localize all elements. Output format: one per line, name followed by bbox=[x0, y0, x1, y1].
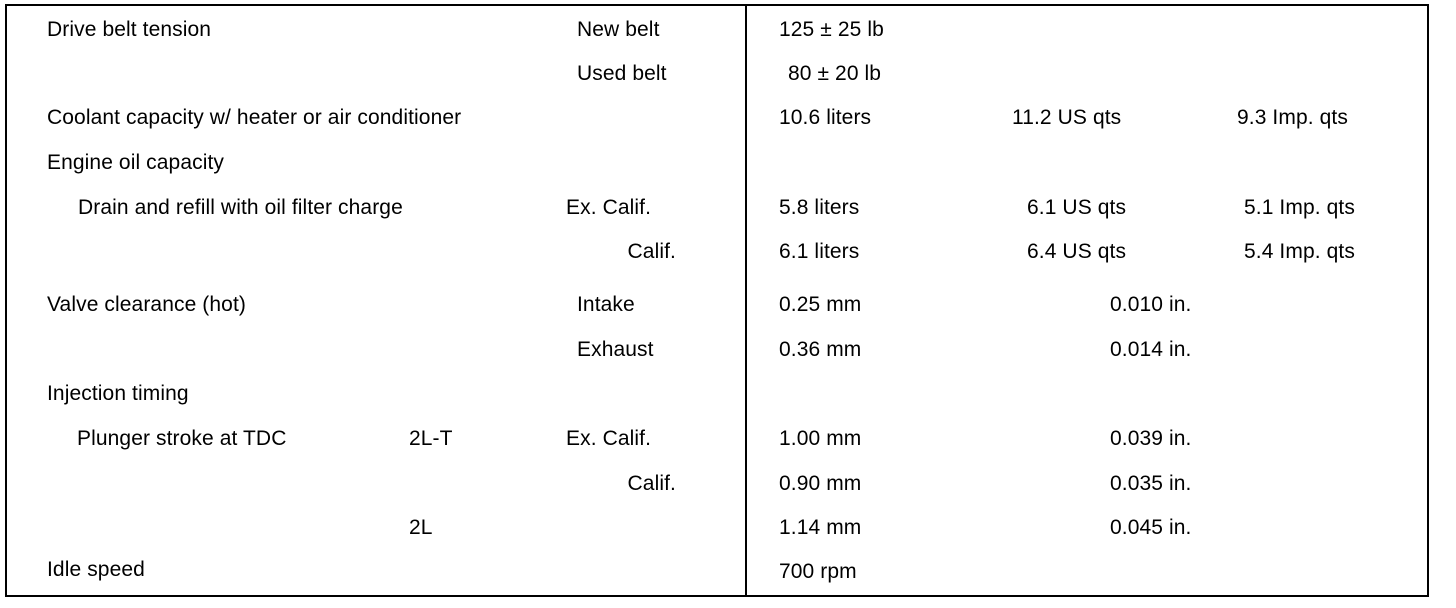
row-metric-value: 125 ± 25 lb bbox=[779, 18, 884, 41]
row-us-value: 0.010 in. bbox=[1110, 293, 1192, 316]
row-label: Plunger stroke at TDC bbox=[77, 427, 287, 450]
row-metric-value: 700 rpm bbox=[779, 560, 857, 583]
row-label: Valve clearance (hot) bbox=[47, 293, 246, 316]
row-label: Injection timing bbox=[47, 382, 189, 405]
row-condition: New belt bbox=[577, 18, 660, 41]
row-us-value: 6.4 US qts bbox=[1027, 240, 1127, 263]
row-metric-value: 0.36 mm bbox=[779, 338, 862, 361]
row-metric-value: 6.1 liters bbox=[779, 240, 860, 263]
row-metric-value: 0.25 mm bbox=[779, 293, 862, 316]
row-imp-value: 5.1 Imp. qts bbox=[1244, 196, 1355, 219]
row-label: Coolant capacity w/ heater or air conditioner bbox=[47, 106, 462, 129]
row-condition: Calif. bbox=[627, 240, 676, 263]
row-condition: Calif. bbox=[627, 472, 676, 495]
row-us-value: 0.014 in. bbox=[1110, 338, 1192, 361]
row-metric-value: 5.8 liters bbox=[779, 196, 860, 219]
row-metric-value: 10.6 liters bbox=[779, 106, 872, 129]
row-label: Idle speed bbox=[47, 558, 145, 581]
column-divider bbox=[745, 4, 747, 597]
row-imp-value: 5.4 Imp. qts bbox=[1244, 240, 1355, 263]
row-metric-value: 0.90 mm bbox=[779, 472, 862, 495]
row-us-value: 0.035 in. bbox=[1110, 472, 1192, 495]
row-condition: Exhaust bbox=[577, 338, 654, 361]
row-metric-value: 1.00 mm bbox=[779, 427, 862, 450]
row-us-value: 11.2 US qts bbox=[1012, 106, 1122, 129]
row-metric-value: 1.14 mm bbox=[779, 516, 862, 539]
row-us-value: 0.045 in. bbox=[1110, 516, 1192, 539]
row-label: Engine oil capacity bbox=[47, 151, 225, 174]
row-label: Drive belt tension bbox=[47, 18, 212, 41]
row-engine: 2L-T bbox=[409, 427, 453, 450]
row-us-value: 6.1 US qts bbox=[1027, 196, 1127, 219]
row-engine: 2L bbox=[409, 516, 433, 539]
row-metric-value: 80 ± 20 lb bbox=[788, 62, 882, 85]
row-imp-value: 9.3 Imp. qts bbox=[1237, 106, 1348, 129]
row-us-value: 0.039 in. bbox=[1110, 427, 1192, 450]
row-condition: Ex. Calif. bbox=[566, 427, 652, 450]
row-label: Drain and refill with oil filter charge bbox=[78, 196, 403, 219]
row-condition: Intake bbox=[577, 293, 635, 316]
row-condition: Ex. Calif. bbox=[566, 196, 652, 219]
row-condition: Used belt bbox=[577, 62, 667, 85]
